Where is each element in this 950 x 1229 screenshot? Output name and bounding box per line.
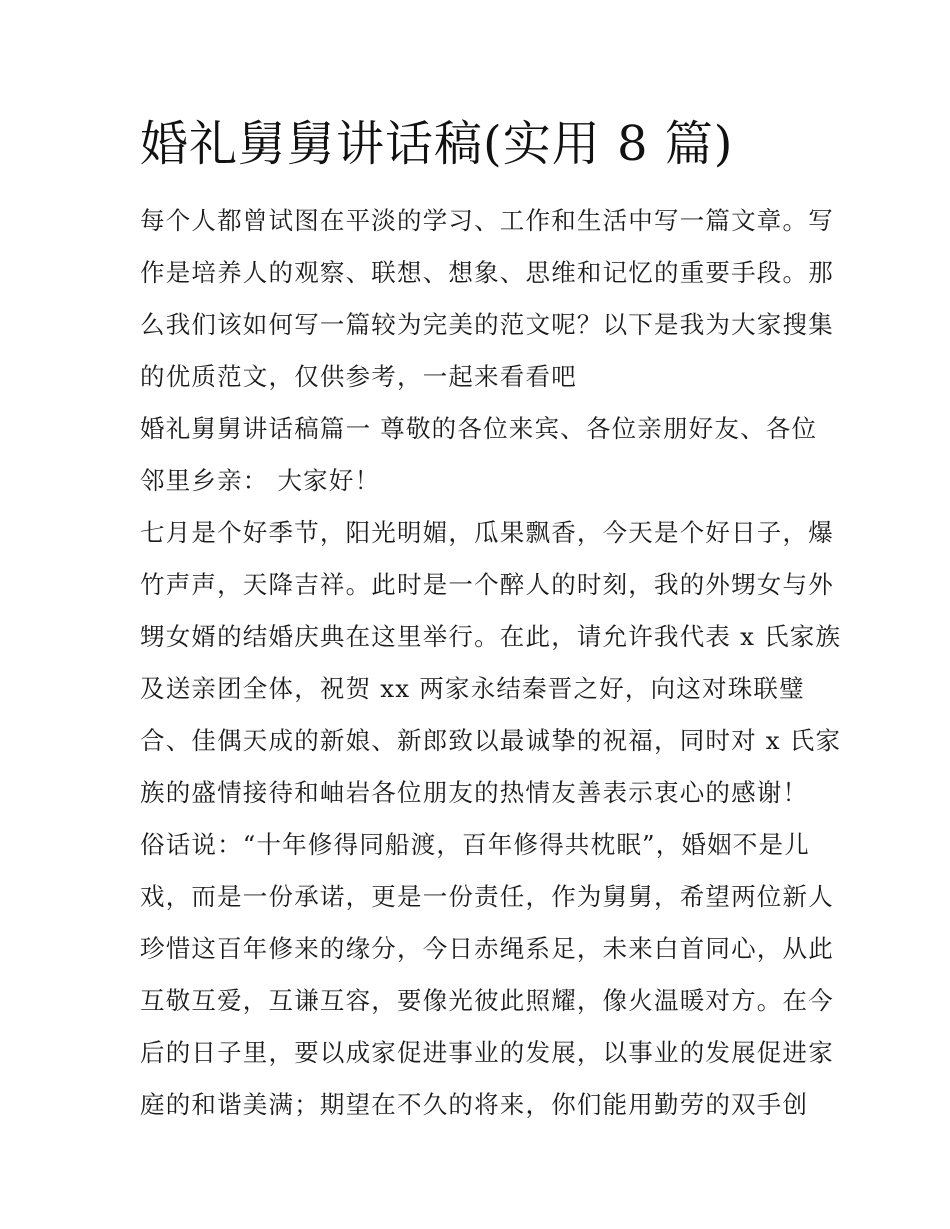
text-line: 及送亲团全体，祝贺 xx 两家永结秦晋之好，向这对珠联璧 — [140, 674, 805, 703]
text-line: 戏，而是一份承诺，更是一份责任，作为舅舅，希望两位新人 — [140, 882, 834, 911]
text-line: 作是培养人的观察、联想、想象、思维和记忆的重要手段。那 — [140, 258, 834, 287]
text-line: 合、佳偶天成的新娘、新郎致以最诚挚的祝福，同时对 x 氏家 — [140, 726, 842, 755]
text-line: 竹声声，天降吉祥。此时是一个醉人的时刻，我的外甥女与外 — [140, 570, 834, 599]
text-line: 甥女婿的结婚庆典在这里举行。在此，请允许我代表 x 氏家族 — [140, 622, 842, 651]
text-line: 么我们该如何写一篇较为完美的范文呢？以下是我为大家搜集 — [140, 310, 834, 339]
text-line: 每个人都曾试图在平淡的学习、工作和生活中写一篇文章。写 — [140, 206, 834, 235]
text-line: 七月是个好季节，阳光明媚，瓜果飘香，今天是个好日子，爆 — [140, 518, 834, 547]
text-line: 后的日子里，要以成家促进事业的发展，以事业的发展促进家 — [140, 1038, 834, 1067]
text-line: 珍惜这百年修来的缘分，今日赤绳系足，未来白首同心，从此 — [140, 934, 834, 963]
text-line: 互敬互爱，互谦互容，要像光彼此照耀，像火温暖对方。在今 — [140, 986, 834, 1015]
text-line: 俗话说：“十年修得同船渡，百年修得共枕眠”，婚姻不是儿 — [140, 830, 810, 859]
page-title: 婚礼舅舅讲话稿(实用 8 篇) — [140, 116, 734, 172]
text-line: 庭的和谐美满；期望在不久的将来，你们能用勤劳的双手创 — [140, 1090, 809, 1119]
text-line: 的优质范文，仅供参考，一起来看看吧 — [140, 362, 577, 391]
text-line: 族的盛情接待和岫岩各位朋友的热情友善表示衷心的感谢！ — [140, 778, 809, 807]
text-line: 婚礼舅舅讲话稿篇一 尊敬的各位来宾、各位亲朋好友、各位 — [140, 414, 818, 443]
text-line: 邻里乡亲： 大家好！ — [140, 466, 381, 495]
